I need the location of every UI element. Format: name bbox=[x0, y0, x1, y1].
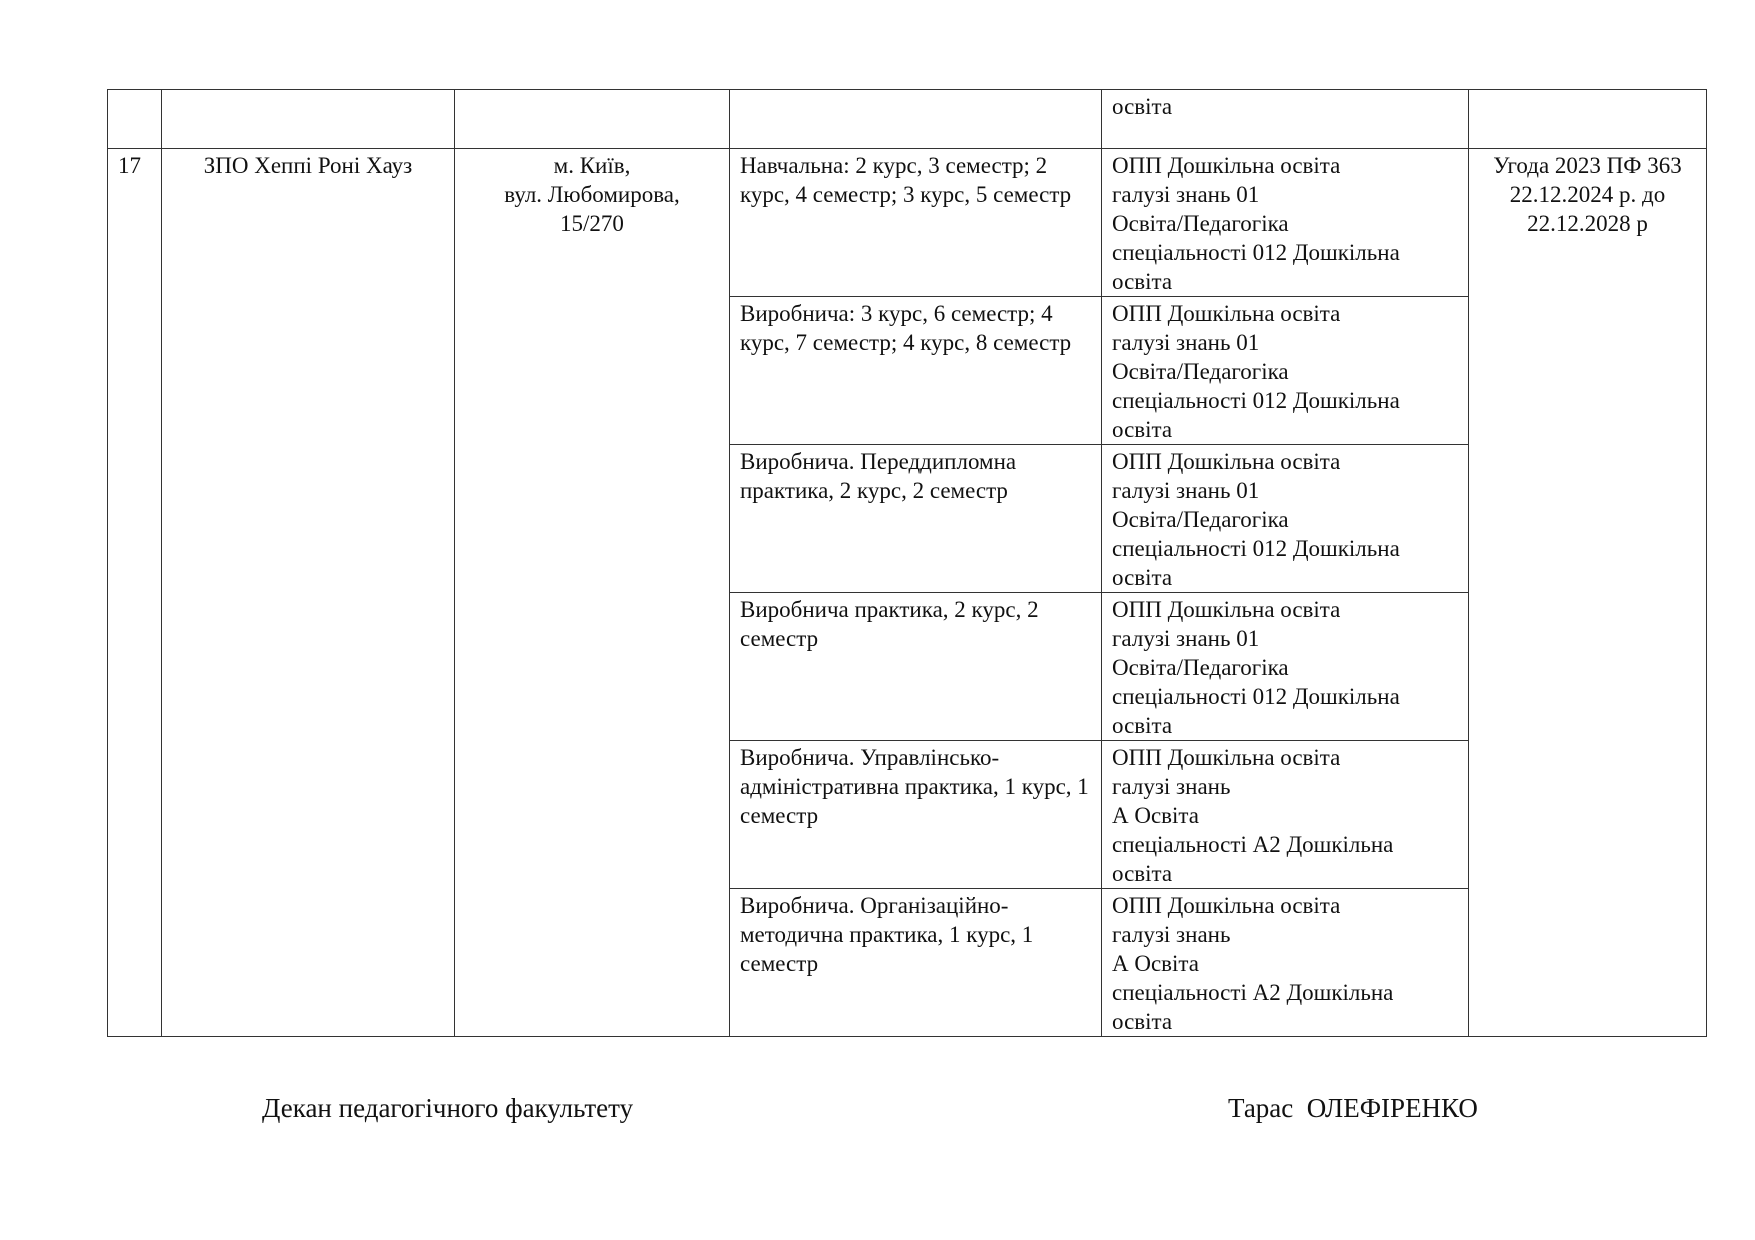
cell-empty bbox=[730, 90, 1102, 149]
educational-program: ОПП Дошкільна освіта галузі знань 01 Освіта/Педагогіка спеціальності 012 Дошкільна освіта bbox=[1102, 149, 1469, 297]
organization-name: ЗПО Хеппі Роні Хауз bbox=[162, 149, 455, 1037]
cell-empty bbox=[455, 90, 730, 149]
practice-type: Виробнича. Організаційно-методична практика, 1 курс, 1 семестр bbox=[730, 889, 1102, 1037]
practice-type: Виробнича практика, 2 курс, 2 семестр bbox=[730, 593, 1102, 741]
practice-type: Навчальна: 2 курс, 3 семестр; 2 курс, 4 семестр; 3 курс, 5 семестр bbox=[730, 149, 1102, 297]
cell-empty bbox=[1469, 90, 1707, 149]
educational-program: ОПП Дошкільна освіта галузі знань 01 Освіта/Педагогіка спеціальності 012 Дошкільна освіта bbox=[1102, 297, 1469, 445]
agreement-line: 22.12.2024 р. до bbox=[1509, 182, 1666, 207]
practice-type: Виробнича: 3 курс, 6 семестр; 4 курс, 7 семестр; 4 курс, 8 семестр bbox=[730, 297, 1102, 445]
educational-program: ОПП Дошкільна освіта галузі знань А Освіта спеціальності А2 Дошкільна освіта bbox=[1102, 741, 1469, 889]
practice-type: Виробнича. Переддипломна практика, 2 курс, 2 семестр bbox=[730, 445, 1102, 593]
table-row bbox=[108, 149, 1707, 297]
dean-title: Декан педагогічного факультету bbox=[262, 1093, 634, 1123]
table-row-continued bbox=[108, 90, 1707, 149]
organization-address bbox=[455, 149, 730, 1037]
address-line: 15/270 bbox=[560, 211, 624, 236]
agreement-line: Угода 2023 ПФ 363 bbox=[1493, 153, 1682, 178]
address-line: вул. Любомирова, bbox=[504, 182, 680, 207]
cell-empty bbox=[162, 90, 455, 149]
educational-program: ОПП Дошкільна освіта галузі знань 01 Освіта/Педагогіка спеціальності 012 Дошкільна освіта bbox=[1102, 593, 1469, 741]
address-line: м. Київ, bbox=[553, 153, 631, 178]
practice-type: Виробнича. Управлінсько-адміністративна практика, 1 курс, 1 семестр bbox=[730, 741, 1102, 889]
practice-bases-table bbox=[107, 89, 1707, 1037]
cell-program-tail: освіта bbox=[1102, 90, 1469, 149]
signer-name: Тарас ОЛЕФІРЕНКО bbox=[1228, 1093, 1478, 1123]
educational-program: ОПП Дошкільна освіта галузі знань 01 Освіта/Педагогіка спеціальності 012 Дошкільна освіта bbox=[1102, 445, 1469, 593]
educational-program: ОПП Дошкільна освіта галузі знань А Освіта спеціальності А2 Дошкільна освіта bbox=[1102, 889, 1469, 1037]
row-number: 17 bbox=[108, 149, 162, 1037]
agreement-line: 22.12.2028 р bbox=[1527, 211, 1648, 236]
cell-empty bbox=[108, 90, 162, 149]
agreement-info bbox=[1469, 149, 1707, 1037]
